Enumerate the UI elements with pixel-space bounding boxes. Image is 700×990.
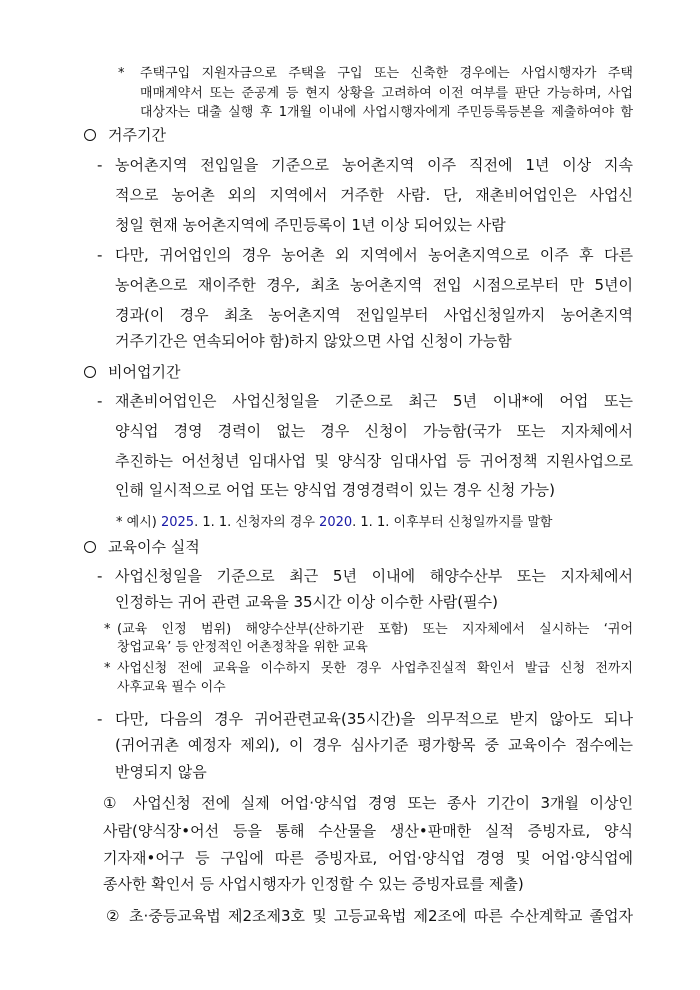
paragraph-line: 다만, 귀어업인의 경우 농어촌 외 지역에서 농어촌지역으로 이주 후 다른 (115, 246, 633, 264)
paragraph-line: 거주기간은 연속되어야 함)하지 않았으면 사업 신청이 가능함 (115, 332, 512, 350)
note-line: 주택구입 지원자금으로 주택을 구입 또는 신축한 경우에는 사업시행자가 주택 (140, 66, 633, 81)
paragraph-line: 적으로 농어촌 외의 지역에서 거주한 사람. 단, 재촌비어업인은 사업신 (115, 186, 633, 204)
paragraph-line: 다만, 다음의 경우 귀어관련교육(35시간)을 의무적으로 받지 않아도 되나 (115, 710, 633, 728)
paragraph-line: 추진하는 어선청년 임대사업 및 양식장 임대사업 등 귀어정책 지원사업으로 (115, 452, 633, 470)
note-marker: * (116, 515, 123, 530)
paragraph-line: 재촌비어업인은 사업신청일을 기준으로 최근 5년 이내*에 어업 또는 (115, 392, 633, 410)
case-line: 기자재•어구 등 구입에 따른 증빙자료, 어업·양식업 경영 및 어업·양식업에 (103, 849, 633, 867)
note-line: 사업신청 전에 교육을 이수하지 못한 경우 사업추진실적 확인서 발급 신청 전까지 (117, 661, 633, 676)
section-heading: 거주기간 (108, 126, 166, 144)
circle-bullet-icon (84, 541, 96, 553)
section-heading: 교육이수 실적 (108, 538, 200, 556)
paragraph-line: 양식업 경영 경력이 없는 경우 신청이 가능함(국가 또는 지자체에서 (115, 422, 633, 440)
case-line: 종사한 확인서 등 사업시행자가 인정할 수 있는 증빙자료를 제출) (103, 875, 524, 893)
note-line: 사후교육 필수 이수 (117, 680, 226, 695)
circle-bullet-icon (84, 366, 96, 378)
paragraph-line: 경과(이 경우 최초 농어촌지역 전입일부터 사업신청일까지 농어촌지역 (115, 306, 633, 324)
paragraph-line: 인정하는 귀어 관련 교육을 35시간 이상 이수한 사람(필수) (115, 593, 498, 611)
dash-marker: - (97, 392, 103, 410)
dash-marker: - (97, 246, 103, 264)
paragraph-line: 청일 현재 농어촌지역에 주민등록이 1년 이상 되어있는 사람 (115, 216, 506, 234)
note-line: 대상자는 대출 실행 후 1개월 이내에 사업시행자에게 주민등록등본을 제출하여야 함 (140, 105, 633, 120)
paragraph-line: 사업신청일을 기준으로 최근 5년 이내에 해양수산부 또는 지자체에서 (115, 567, 633, 585)
paragraph-line: 인해 일시적으로 어업 또는 양식업 경영경력이 있는 경우 신청 가능) (115, 481, 555, 499)
example-note (116, 513, 552, 533)
dash-marker: - (97, 156, 103, 174)
example-year: 2020 (319, 515, 353, 530)
dash-marker: - (97, 567, 103, 585)
case-line: 사람(양식장•어선 등을 통해 수산물을 생산•판매한 실적 증빙자료, 양식 (103, 822, 633, 840)
paragraph-line: 반영되지 않음 (115, 763, 207, 781)
note-marker: * (118, 66, 125, 81)
case-line: ② 초·중등교육법 제2조제3호 및 고등교육법 제2조에 따른 수산계학교 졸업자 (106, 907, 633, 925)
example-year: 2025 (160, 515, 195, 530)
circle-bullet-icon (84, 129, 96, 141)
section-heading: 비어업기간 (108, 363, 181, 381)
note-line: 창업교육’ 등 안정적인 어촌정착을 위한 교육 (117, 640, 368, 655)
note-marker: * (104, 661, 111, 676)
example-text: . 1. 1. 신청자의 경우 (194, 515, 315, 530)
example-text: . 1. 1. 이후부터 신청일까지를 말함 (352, 515, 553, 530)
paragraph-line: (귀어귀촌 예정자 제외), 이 경우 심사기준 평가항목 중 교육이수 점수에는 (115, 736, 633, 754)
note-line: (교육 인정 범위) 해양수산부(산하기관 포함) 또는 지자체에서 실시하는 ‘귀어 (117, 622, 633, 637)
example-prefix: 예시) (126, 515, 157, 530)
paragraph-line: 농어촌지역 전입일을 기준으로 농어촌지역 이주 직전에 1년 이상 지속 (115, 156, 633, 174)
case-line: ① 사업신청 전에 실제 어업·양식업 경영 또는 종사 기간이 3개월 이상인 (103, 794, 633, 812)
dash-marker: - (97, 710, 103, 728)
note-line: 매매계약서 또는 준공계 등 현지 상황을 고려하여 이전 여부를 판단 가능하며, 사업 (140, 86, 633, 101)
note-marker: * (104, 622, 111, 637)
paragraph-line: 농어촌으로 재이주한 경우, 최초 농어촌지역 전입 시점으로부터 만 5년이 (115, 276, 633, 294)
